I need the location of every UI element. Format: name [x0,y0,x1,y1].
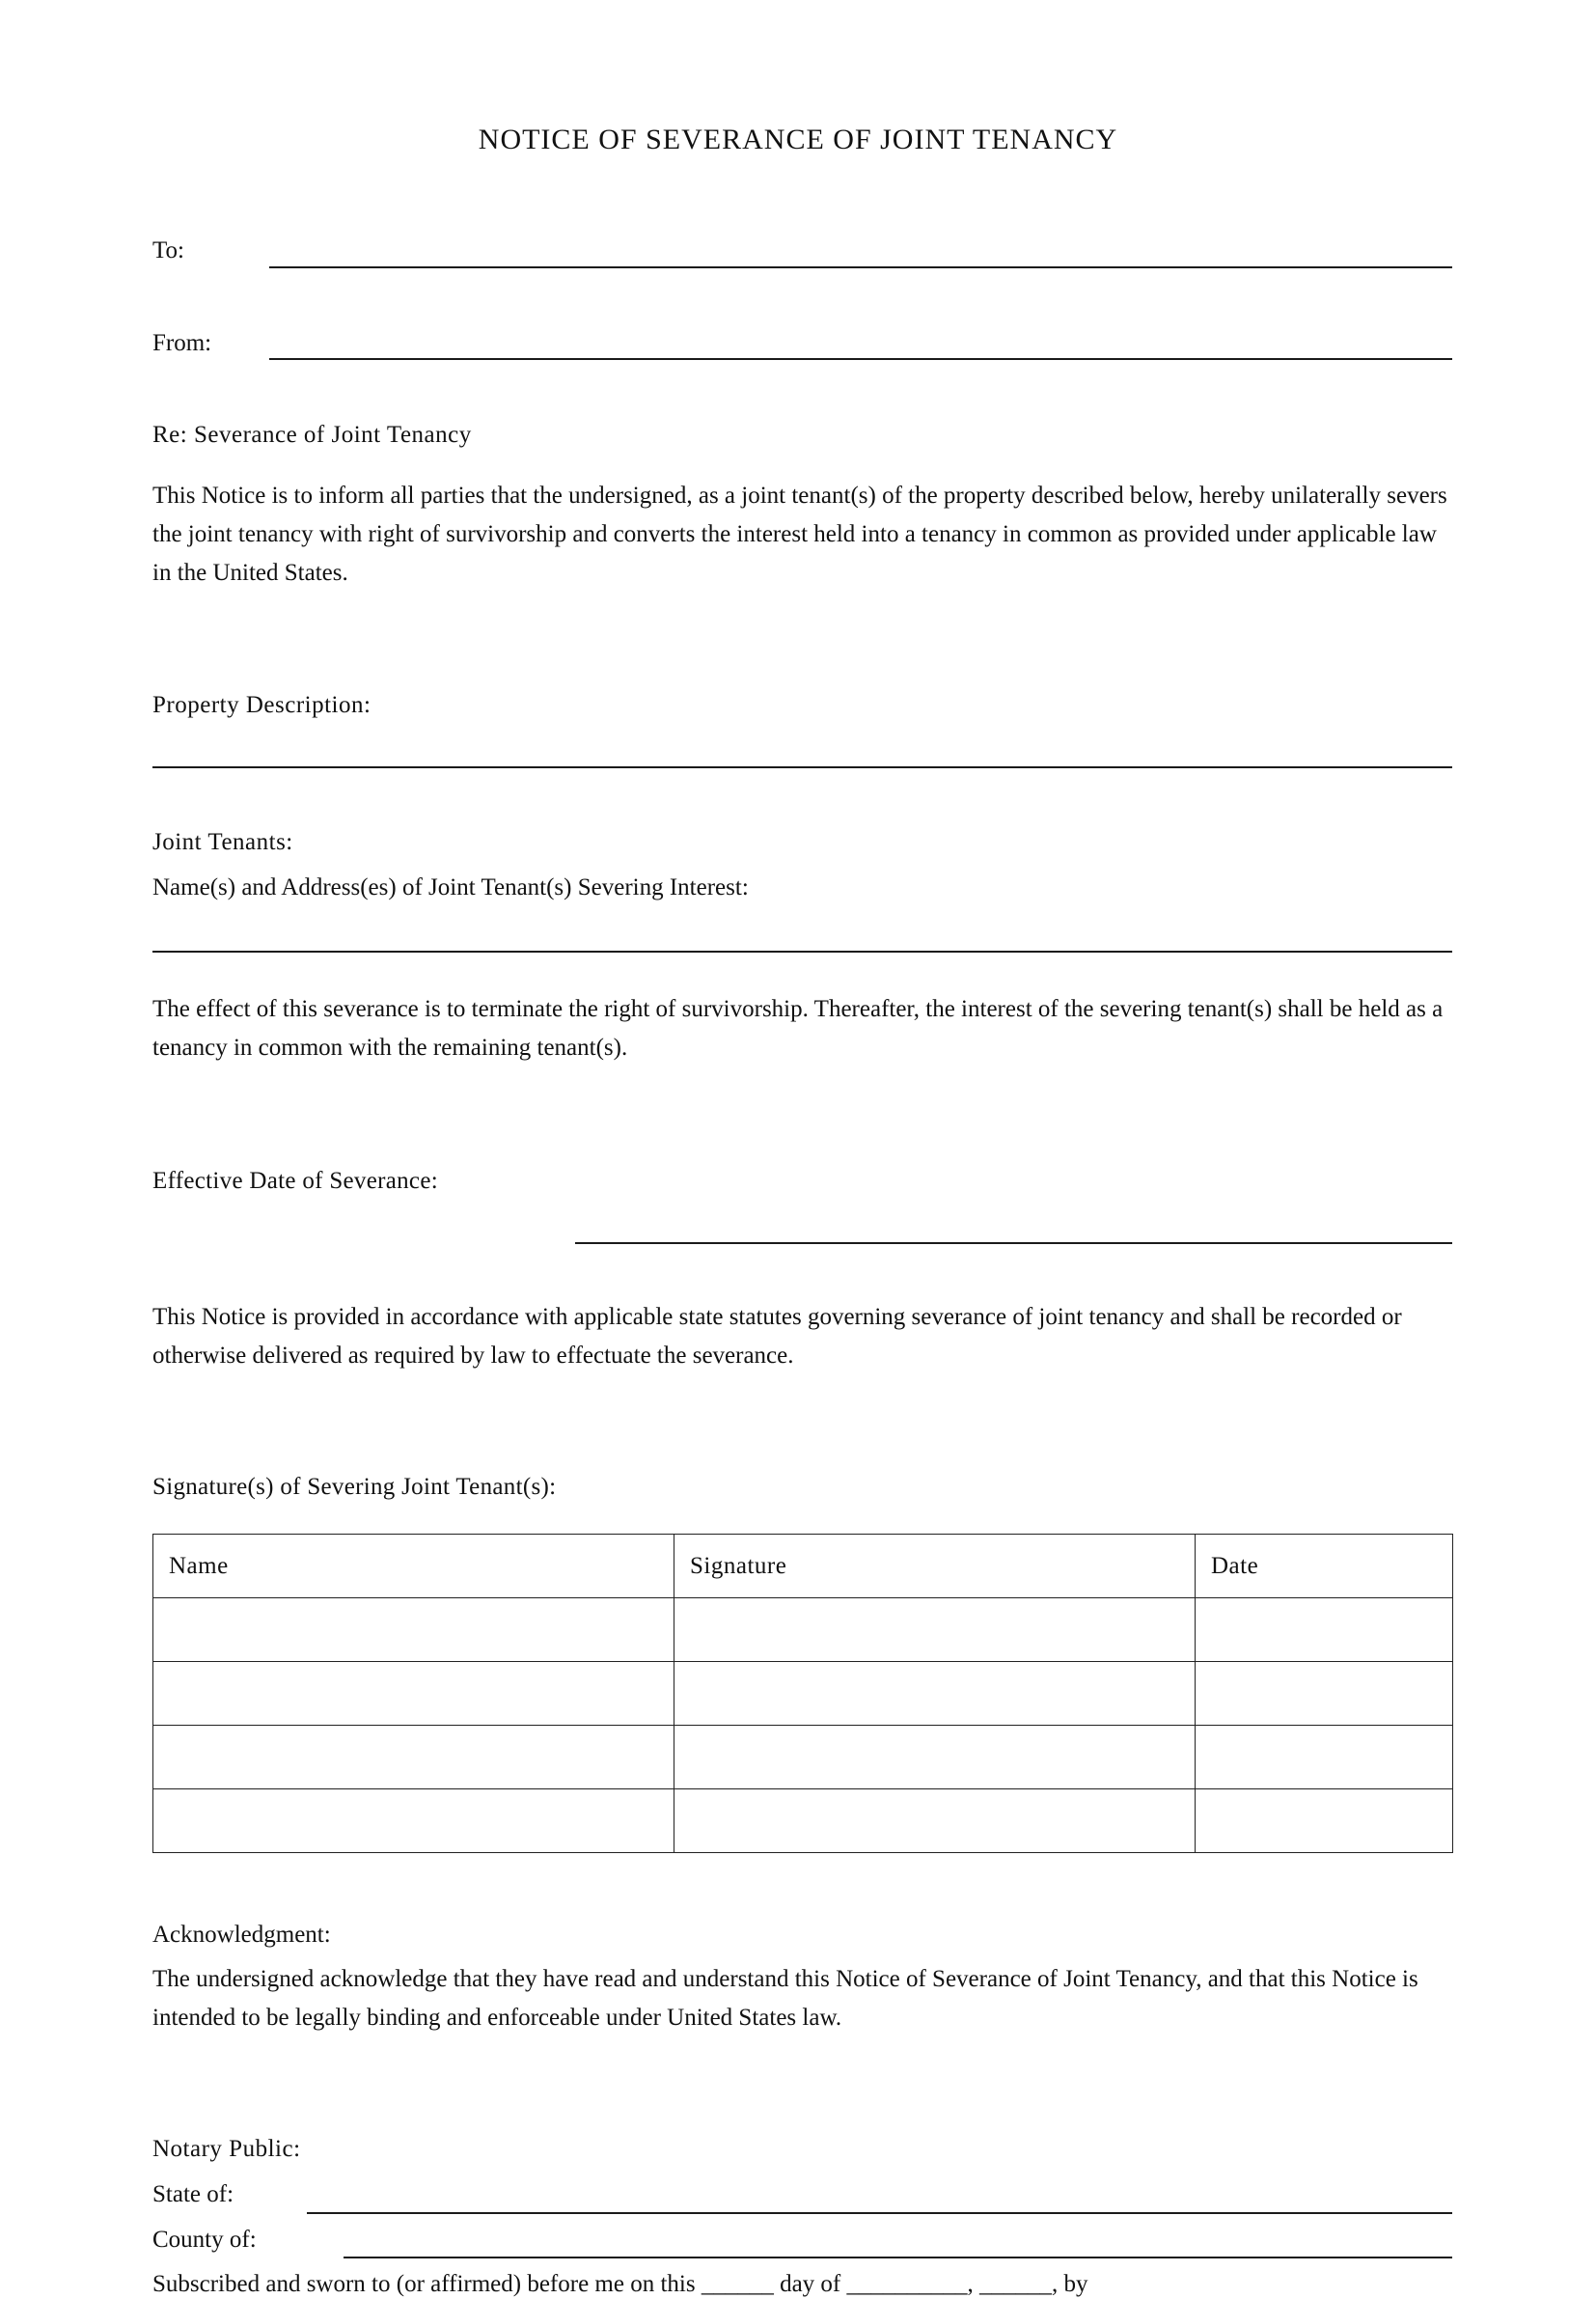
to-field-line[interactable] [269,266,1452,268]
re-line: Re: Severance of Joint Tenancy [152,422,472,448]
table-row [153,1598,1453,1662]
acknowledgment-paragraph: The undersigned acknowledge that they have read and understand this Notice of Severance of Joint Tenancy, and that this Notice is intended to be legally binding and enforceable under United States law. [152,1966,1418,2031]
intro-paragraph: This Notice is to inform all parties that the undersigned, as a joint tenant(s) of the property described below, hereby unilaterally severs the joint tenancy with right of survivorship and converts the interest held into a tenancy in common as provided under applicable law in the United States. [152,483,1447,586]
signature-cell[interactable] [674,1598,1196,1662]
name-cell[interactable] [153,1598,674,1662]
signature-column-header: Signature [674,1535,1196,1598]
name-column-header: Name [153,1535,674,1598]
date-column-header: Date [1196,1535,1453,1598]
signature-table-header-row [153,1535,1453,1598]
subscribed-sworn-text: Subscribed and sworn to (or affirmed) before me on this ______ day of __________, ______, by [152,2271,1088,2297]
table-row [153,1662,1453,1726]
name-cell[interactable] [153,1789,674,1853]
name-cell[interactable] [153,1662,674,1726]
county-of-label: County of: [152,2227,257,2253]
acknowledgment-label: Acknowledgment: [152,1922,331,1948]
date-cell[interactable] [1196,1789,1453,1853]
signature-table [152,1534,1453,1853]
state-of-line[interactable] [307,2212,1452,2214]
from-label: From: [152,330,212,356]
signatures-label: Signature(s) of Severing Joint Tenant(s): [152,1474,557,1500]
from-field-line[interactable] [269,358,1452,360]
effect-paragraph: The effect of this severance is to terminate the right of survivorship. Thereafter, the interest of the severing tenant(s) shall be held as a tenancy in common with the remaining tenant(s). [152,996,1444,1061]
signature-cell[interactable] [674,1662,1196,1726]
name-cell[interactable] [153,1726,674,1789]
to-label: To: [152,237,184,263]
table-row [153,1726,1453,1789]
accordance-paragraph: This Notice is provided in accordance with applicable state statutes governing severance of joint tenancy and shall be recorded or otherwise delivered as required by law to effectuate the severance. [152,1304,1402,1369]
names-addresses-line[interactable] [152,951,1452,953]
joint-tenants-label: Joint Tenants: [152,829,293,855]
state-of-label: State of: [152,2181,234,2207]
effective-date-label: Effective Date of Severance: [152,1168,438,1194]
signature-cell[interactable] [674,1726,1196,1789]
property-description-line[interactable] [152,766,1452,768]
notary-public-label: Notary Public: [152,2136,301,2162]
property-description-label: Property Description: [152,692,371,718]
page-title: NOTICE OF SEVERANCE OF JOINT TENANCY [478,124,1118,155]
date-cell[interactable] [1196,1598,1453,1662]
effective-date-line[interactable] [575,1242,1452,1244]
signature-cell[interactable] [674,1789,1196,1853]
county-of-line[interactable] [344,2257,1452,2258]
date-cell[interactable] [1196,1726,1453,1789]
table-row [153,1789,1453,1853]
date-cell[interactable] [1196,1662,1453,1726]
names-addresses-label: Name(s) and Address(es) of Joint Tenant(s) Severing Interest: [152,874,749,900]
